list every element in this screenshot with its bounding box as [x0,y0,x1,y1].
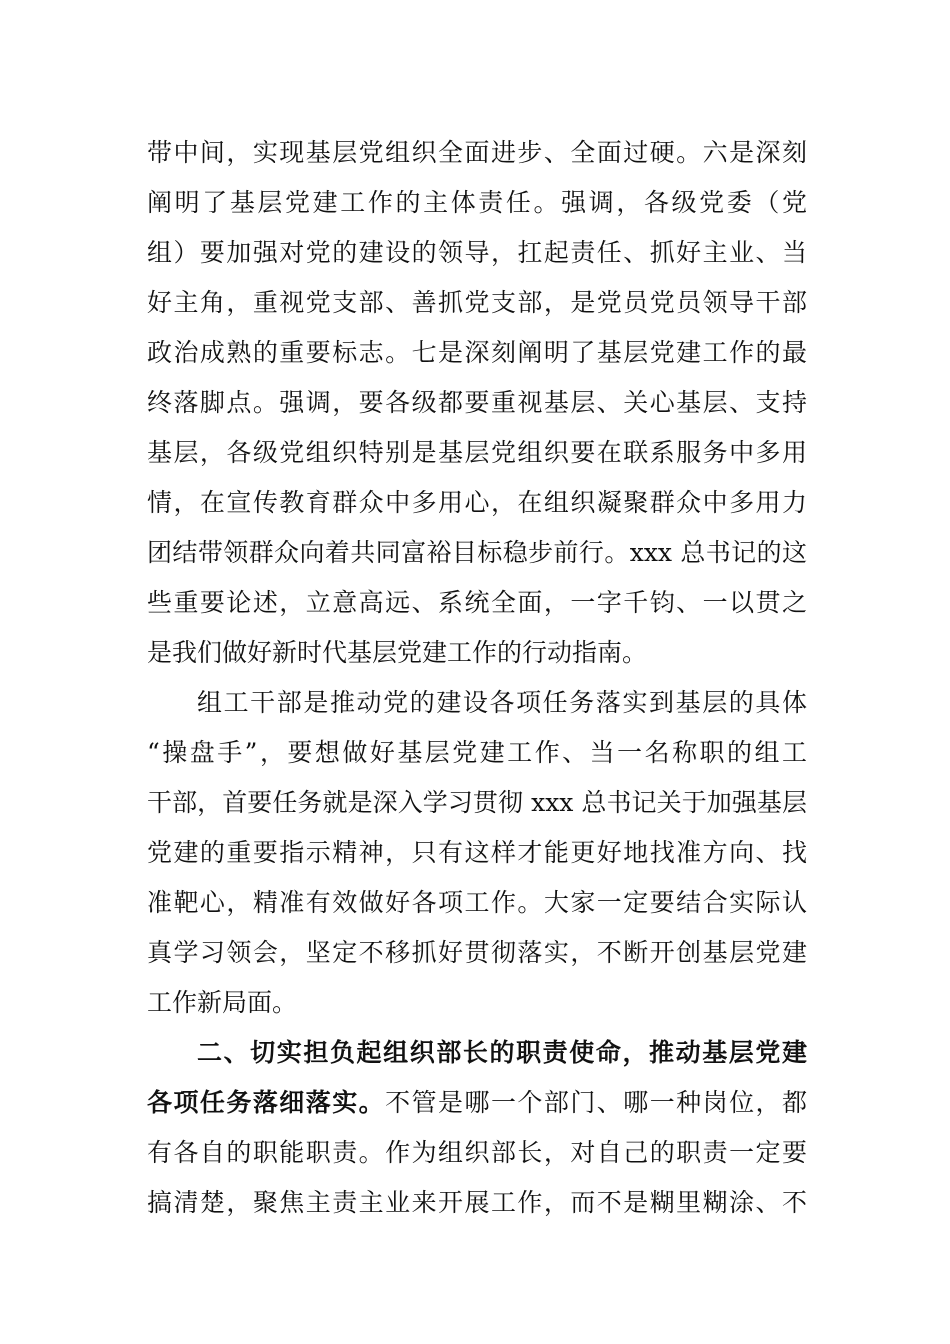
text-span: 不管是哪一个部门、哪一种岗位，都 [385,1088,807,1117]
text-line: 工作新局面。 [147,988,298,1017]
section-heading-tail: 各项任务落细落实。 [147,1088,386,1117]
text-line: 终落脚点。强调，要各级都要重视基层、关心基层、支持 [147,388,807,417]
text-line: 基层，各级党组织特别是基层党组织要在联系服务中多用 [147,438,807,467]
text-line: 搞清楚，聚焦主责主业来开展工作，而不是糊里糊涂、不 [147,1188,807,1217]
text-line: 情，在宣传教育群众中多用心，在组织凝聚群众中多用力 [147,488,807,517]
section-heading: 二、切实担负起组织部长的职责使命，推动基层党建 [197,1038,807,1067]
text-line: 好主角，重视党支部、善抓党支部，是党员党员领导干部 [147,288,807,317]
text-line: 准靶心，精准有效做好各项工作。大家一定要结合实际认 [147,888,807,917]
text-line: 政治成熟的重要标志。七是深刻阐明了基层党建工作的最 [147,338,807,367]
text-line: 干部，首要任务就是深入学习贯彻 xxx 总书记关于加强基层 [147,788,807,817]
text-line: 党建的重要指示精神，只有这样才能更好地找准方向、找 [147,838,807,867]
text-line: “操盘手”，要想做好基层党建工作、当一名称职的组工 [147,738,807,767]
text-line: 组工干部是推动党的建设各项任务落实到基层的具体 [197,688,807,717]
text-line: 团结带领群众向着共同富裕目标稳步前行。xxx 总书记的这 [147,538,807,567]
text-line: 些重要论述，立意高远、系统全面，一字千钧、一以贯之 [147,588,807,617]
text-line: 带中间，实现基层党组织全面进步、全面过硬。六是深刻 [147,138,807,167]
text-line [147,1078,807,1128]
text-line: 阐明了基层党建工作的主体责任。强调，各级党委（党 [147,188,807,217]
text-line: 组）要加强对党的建设的领导，扛起责任、抓好主业、当 [147,238,807,267]
text-line: 是我们做好新时代基层党建工作的行动指南。 [147,638,648,667]
text-line: 真学习领会，坚定不移抓好贯彻落实，不断开创基层党建 [147,938,807,967]
text-line: 有各自的职能职责。作为组织部长，对自己的职责一定要 [147,1138,807,1167]
